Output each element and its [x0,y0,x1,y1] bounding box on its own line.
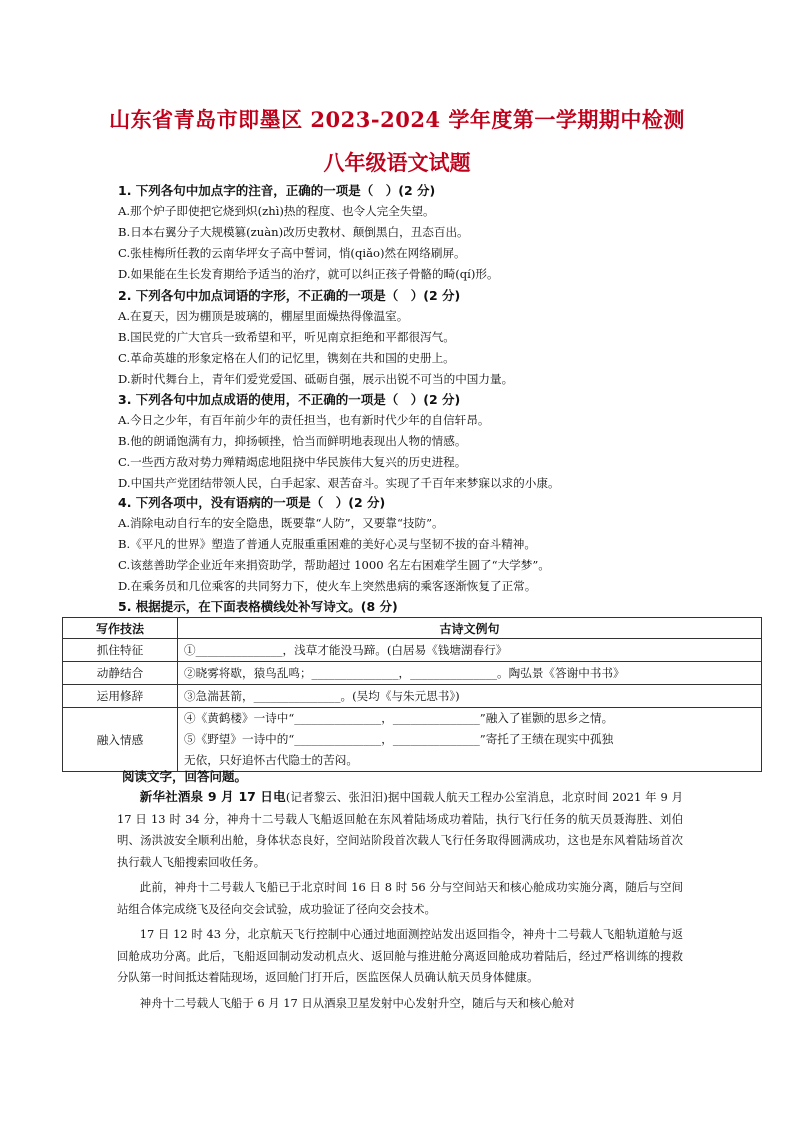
example-cell: ③急湍甚箭，_______________。(吴均《与朱元思书》) [178,685,762,708]
column-header: 写作技法 [63,618,178,639]
option-d: D.新时代舞台上，青年们爱党爱国、砥砺自强，展示出锐不可当的中国力量。 [118,372,514,386]
question-3 [118,389,718,494]
example-line: ⑤《野望》一诗中的“_______________，_______________”寄托了王绩在现实中孤独 [184,732,614,746]
question-stem: 4. 下列各项中，没有语病的一项是（ ）(2 分) [118,495,386,510]
reading-heading: 阅读文字，回答问题。 [122,769,248,784]
news-paragraph: 此前，神舟十二号载人飞船已于北京时间 16 日 8 时 56 分与空间站天和核心舱成功实施分离，随后与空间站组合体完成绕飞及径向交会试验，成功验证了径向交会技术。 [117,880,683,916]
question-2 [118,285,718,390]
option-b: B.日本右翼分子大规模篡(zuàn)改历史教材、颠倒黑白，丑态百出。 [118,225,469,239]
exam-title: 山东省青岛市即墨区 2023-2024 学年度第一学期期中检测 [109,107,685,132]
table-header-row [63,618,762,639]
table-row [63,708,762,772]
option-c: C.一些西方敌对势力殚精竭虑地阻挠中华民族伟大复兴的历史进程。 [118,455,467,469]
example-cell [178,708,762,772]
option-d: D.中国共产党团结带领人民，白手起家、艰苦奋斗。实现了千百年来梦寐以求的小康。 [118,476,560,490]
question-stem: 3. 下列各句中加点成语的使用，不正确的一项是（ ）(2 分) [118,392,461,407]
question-4 [118,492,718,597]
option-c: C.革命英雄的形象定格在人们的记忆里，镌刻在共和国的史册上。 [118,351,455,365]
option-d: D.如果能在生长发育期给予适当的治疗，就可以纠正孩子骨骼的畸(qí)形。 [118,267,499,281]
question-stem: 5. 根据提示，在下面表格横线处补写诗文。(8 分) [118,599,398,614]
news-paragraph: 17 日 12 时 43 分，北京航天飞行控制中心通过地面测控站发出返回指令，神舟十二号载人飞船轨道舱与返回舱成功分离。此后，飞船返回制动发动机点火、返回舱与推进舱分离返回舱成功着陆后，经过严格训练的搜救分队第一时间抵达着陆现场，返回舱门打开后，医监医保人员确认航天员身体健康。 [117,927,683,984]
option-a: A.在夏天，因为棚顶是玻璃的，棚屋里面燥热得像温室。 [118,309,409,323]
option-c: C.张桂梅所任教的云南华坪女子高中誓词，悄(qiǎo)然在网络刷屏。 [118,246,466,260]
option-a: A.消除电动自行车的安全隐患，既要靠“人防”，又要靠“技防”。 [118,516,444,530]
exam-subtitle: 八年级语文试题 [323,150,471,175]
question-5 [118,596,718,617]
option-d: D.在乘务员和几位乘客的共同努力下，使火车上突然患病的乘客逐渐恢复了正常。 [118,579,537,593]
poem-table [62,617,762,772]
technique-cell: 运用修辞 [63,685,178,708]
question-stem: 1. 下列各句中加点字的注音，正确的一项是（ ）(2 分) [118,183,436,198]
option-a: A.那个炉子即使把它烧到炽(zhì)热的程度、也令人完全失望。 [118,204,435,218]
option-b: B.国民党的广大官兵一致希望和平，听见南京拒绝和平都很泻气。 [118,330,455,344]
example-cell: ①_______________，浅草才能没马蹄。(白居易《钱塘湖春行》 [178,639,762,662]
example-line: 无依，只好追怀古代隐士的苦闷。 [184,753,358,767]
technique-cell: 融入情感 [63,708,178,772]
example-cell: ②晓雾将歇，猿鸟乱鸣；_______________，_______________。陶弘景《答谢中书书》 [178,662,762,685]
column-header: 古诗文例句 [178,618,762,639]
technique-cell: 抓住特征 [63,639,178,662]
news-paragraph: 神舟十二号载人飞船于 6 月 17 日从酒泉卫星发射中心发射升空，随后与天和核心舱对 [139,995,575,1010]
news-paragraph [117,786,683,873]
question-stem: 2. 下列各句中加点词语的字形，不正确的一项是（ ）(2 分) [118,288,461,303]
option-b: B.他的朗诵饱满有力，抑扬顿挫，恰当而鲜明地表现出人物的情感。 [118,434,467,448]
news-text: (记者黎云、张汨汨)据中国载人航天工程办公室消息，北京时间 2021 年 9 月 17 日 13 时 34 分，神舟十二号载人飞船返回舱在东风着陆场成功着陆，执行飞行任务的航天员聂海胜、刘伯明、汤洪波安全顺利出舱，身体状态良好，空间站阶段首次载人飞行任务取得圆满成功，这也是东风着陆场首次执行载人飞船搜索回收任务。 [117,790,683,869]
table-row [63,639,762,662]
option-c: C.该慈善助学企业近年来捐资助学，帮助超过 1000 名左右困难学生圆了“大学梦”。 [118,558,550,572]
technique-cell: 动静结合 [63,662,178,685]
table-row [63,685,762,708]
option-a: A.今日之少年，有百年前少年的责任担当，也有新时代少年的自信轩昂。 [118,413,490,427]
news-article [117,786,683,1018]
example-line: ④《黄鹤楼》一诗中“_______________，_______________”融入了崔颢的思乡之情。 [184,711,614,725]
question-1 [118,180,718,285]
option-b: B.《平凡的世界》塑造了普通人克服重重困难的美好心灵与坚韧不拔的奋斗精神。 [118,537,536,551]
news-dateline: 新华社酒泉 9 月 17 日电 [139,789,286,804]
table-row [63,662,762,685]
